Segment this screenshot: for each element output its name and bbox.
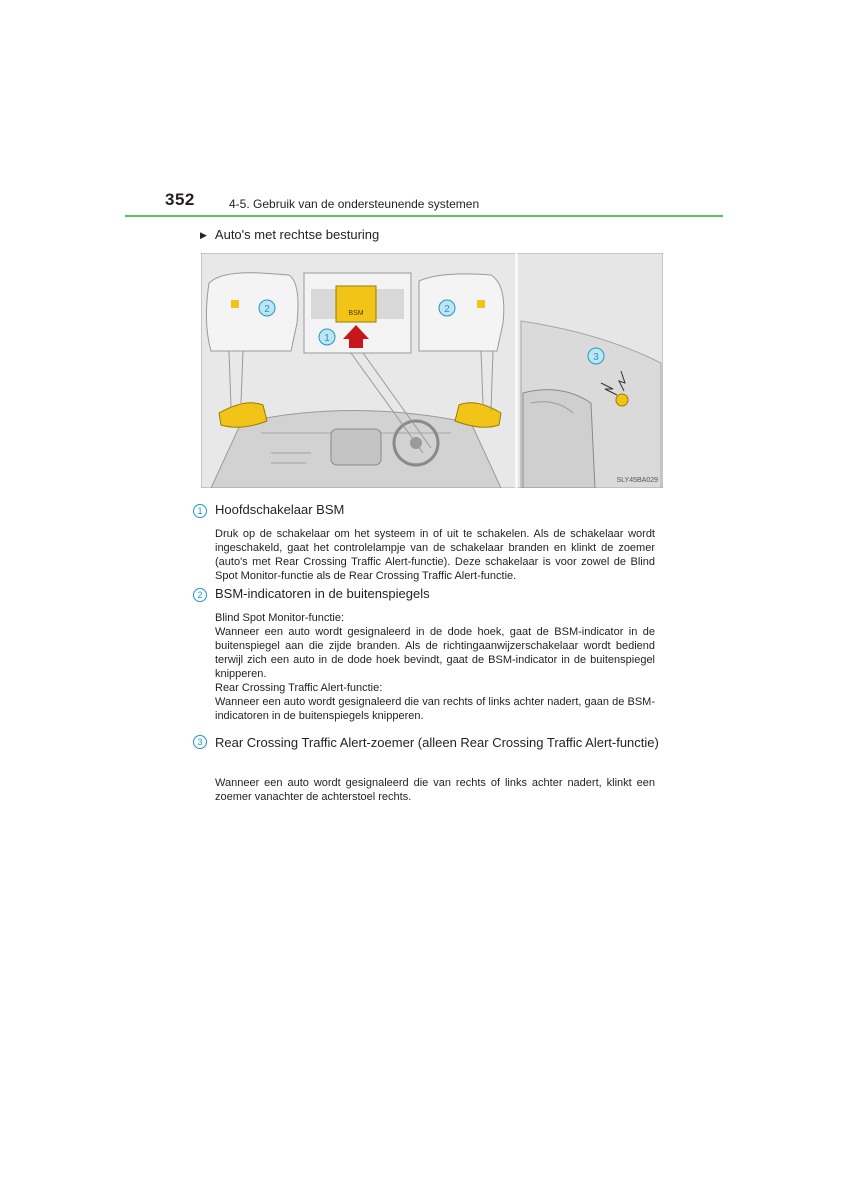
item-3-paragraph: Wanneer een auto wordt gesignaleerd die van rechts of links achter nadert, klinkt een zoemer vanachter de achterstoel rechts. (215, 777, 655, 803)
item-2-subhead-bsm: Blind Spot Monitor-functie: (215, 612, 345, 624)
bsm-figure (201, 253, 663, 488)
svg-text:2: 2 (444, 304, 450, 315)
item-2-subhead-rcta: Rear Crossing Traffic Alert-functie: (215, 682, 383, 694)
item-2-title: BSM-indicatoren in de buitenspiegels (215, 586, 430, 601)
item-2-heading (193, 586, 430, 602)
svg-text:2: 2 (264, 304, 270, 315)
item-2-body (215, 611, 655, 723)
bsm-illustration (201, 253, 663, 488)
item-1-paragraph: Druk op de schakelaar om het systeem in of uit te schakelen. Als de schakelaar wordt ingeschakeld, gaat het controlelampje van de schakelaar branden en klinkt de zoemer (auto's met Rear Crossing Traffic Alert-functie). Deze schakelaar is voor zowel de Blind Spot Monitor-functie als de Rear Crossing Traffic Alert-functie. (215, 528, 655, 582)
item-1-title: Hoofdschakelaar BSM (215, 502, 345, 517)
svg-text:3: 3 (593, 352, 599, 363)
header-rule (125, 215, 723, 217)
triangle-bullet-icon: ▶ (200, 230, 207, 240)
item-1-heading (193, 502, 344, 518)
item-3-body (215, 776, 655, 804)
item-1-body (215, 527, 655, 583)
svg-text:BSM: BSM (348, 310, 364, 317)
page-number: 352 (165, 190, 195, 209)
subheading-text: Auto's met rechtse besturing (214, 227, 380, 242)
callout-number-2: 2 (193, 588, 207, 602)
subheading (200, 227, 379, 242)
item-3-title: Rear Crossing Traffic Alert-zoemer (alleen Rear Crossing Traffic Alert-functie) (215, 735, 659, 750)
section-title: 4-5. Gebruik van de ondersteunende systemen (229, 197, 480, 211)
item-3-heading (193, 733, 663, 752)
svg-text:1: 1 (324, 333, 330, 344)
item-2-paragraph-bsm: Wanneer een auto wordt gesignaleerd in de dode hoek, gaat de BSM-indicator in de buitenspiegel aan die zijde branden. Als de richtingaanwijzerschakelaar wordt bediend terwijl zich een auto in de dode hoek bevindt, gaat de BSM-indicator in de buitenspiegel knipperen. (215, 626, 655, 680)
figure-code: SLY45BA029 (616, 477, 658, 484)
callout-number-3: 3 (193, 735, 207, 749)
item-2-paragraph-rcta: Wanneer een auto wordt gesignaleerd die van rechts of links achter nadert, gaan de BSM-indicatoren in de buitenspiegels knipperen. (215, 696, 655, 722)
callout-number-1: 1 (193, 504, 207, 518)
